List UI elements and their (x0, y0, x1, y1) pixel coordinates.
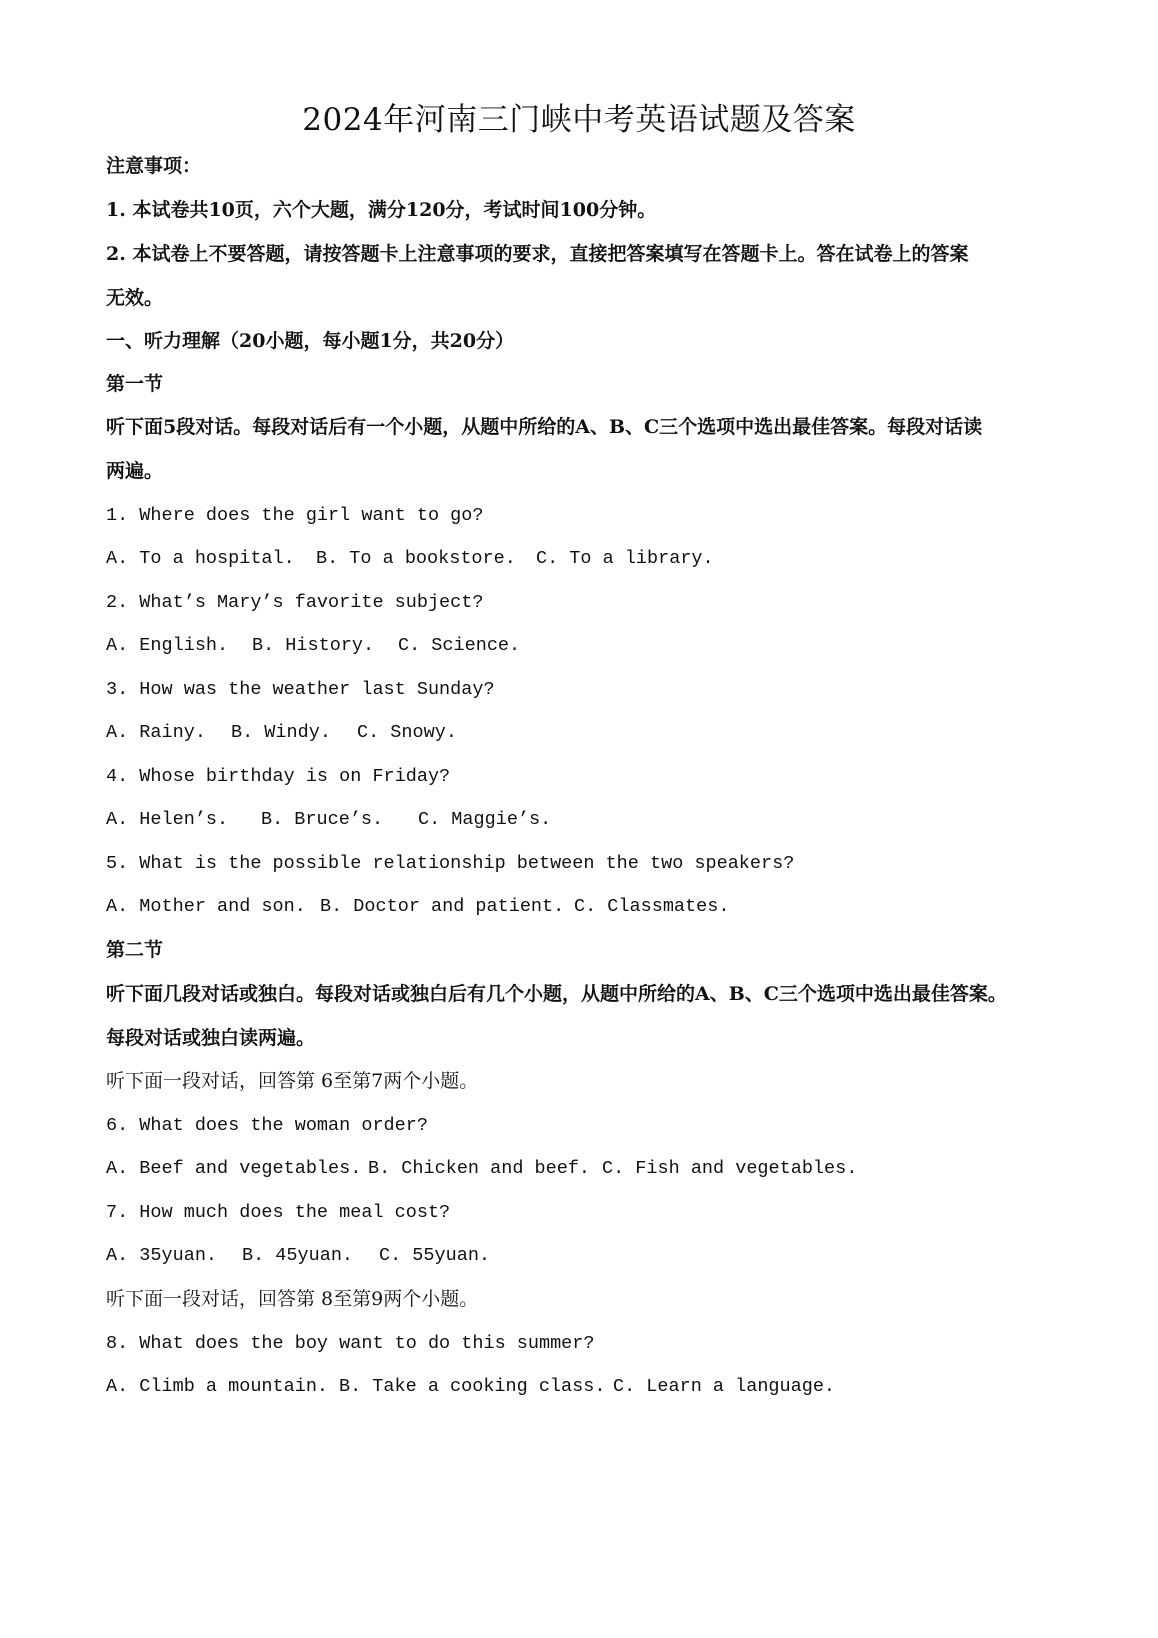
option-a: A. English. (106, 635, 229, 656)
option-c: C. Learn a language. (613, 1376, 836, 1397)
question-5: 5. What is the possible relationship between the two speakers? (106, 853, 795, 874)
section1-instructions-cont: 两遍。 (106, 460, 164, 482)
group-6-7-intro: 听下面一段对话，回答第 6至第7两个小题。 (106, 1070, 479, 1092)
question-4-options (106, 807, 1066, 833)
question-4: 4. Whose birthday is on Friday? (106, 766, 451, 787)
option-c: C. Maggie’s. (418, 809, 552, 830)
option-c: C. Science. (398, 635, 521, 656)
option-b: B. History. (252, 635, 375, 656)
notice-item-2: 2. 本试卷上不要答题，请按答题卡上注意事项的要求，直接把答案填写在答题卡上。答在试卷上的答案 (106, 243, 969, 265)
option-b: B. 45yuan. (242, 1245, 354, 1266)
question-6: 6. What does the woman order? (106, 1115, 428, 1136)
notice-heading: 注意事项： (106, 155, 202, 177)
option-c: C. To a library. (536, 548, 714, 569)
question-3: 3. How was the weather last Sunday? (106, 679, 495, 700)
option-a: A. Climb a mountain. (106, 1376, 329, 1397)
option-c: C. 55yuan. (379, 1245, 491, 1266)
question-6-options (106, 1156, 1066, 1182)
option-a: A. To a hospital. (106, 548, 295, 569)
option-a: A. Beef and vegetables. (106, 1158, 362, 1179)
section2-instructions: 听下面几段对话或独白。每段对话或独白后有几个小题，从题中所给的A、B、C三个选项中选出最佳答案。 (106, 983, 1007, 1005)
section2-instructions-cont: 每段对话或独白读两遍。 (106, 1027, 316, 1049)
section2-heading: 第二节 (106, 939, 164, 961)
option-b: B. Doctor and patient. (320, 896, 565, 917)
part1-heading: 一、听力理解（20小题，每小题1分，共20分） (106, 330, 515, 352)
question-5-options (106, 894, 1066, 920)
question-8: 8. What does the boy want to do this summer? (106, 1333, 595, 1354)
option-a: A. Rainy. (106, 722, 206, 743)
option-b: B. Bruce’s. (261, 809, 384, 830)
question-2-options (106, 633, 1066, 659)
question-7: 7. How much does the meal cost? (106, 1202, 451, 1223)
option-c: C. Classmates. (574, 896, 730, 917)
question-1: 1. Where does the girl want to go? (106, 505, 484, 526)
question-2: 2. What’s Mary’s favorite subject? (106, 592, 484, 613)
option-b: B. To a bookstore. (316, 548, 516, 569)
option-b: B. Take a cooking class. (339, 1376, 606, 1397)
option-b: B. Chicken and beef. (368, 1158, 591, 1179)
page-title: 2024年河南三门峡中考英语试题及答案 (302, 102, 856, 138)
section1-instructions: 听下面5段对话。每段对话后有一个小题，从题中所给的A、B、C三个选项中选出最佳答案。每段对话读 (106, 416, 983, 438)
question-7-options (106, 1243, 1066, 1269)
option-a: A. 35yuan. (106, 1245, 218, 1266)
notice-item-2-cont: 无效。 (106, 287, 164, 309)
option-b: B. Windy. (231, 722, 331, 743)
question-1-options (106, 546, 1066, 572)
section1-heading: 第一节 (106, 373, 164, 395)
option-c: C. Snowy. (357, 722, 457, 743)
option-a: A. Mother and son. (106, 896, 306, 917)
question-8-options (106, 1374, 1066, 1400)
question-3-options (106, 720, 1066, 746)
option-c: C. Fish and vegetables. (602, 1158, 858, 1179)
option-a: A. Helen’s. (106, 809, 229, 830)
notice-item-1: 1. 本试卷共10页，六个大题，满分120分，考试时间100分钟。 (106, 199, 657, 221)
group-8-9-intro: 听下面一段对话，回答第 8至第9两个小题。 (106, 1288, 479, 1310)
